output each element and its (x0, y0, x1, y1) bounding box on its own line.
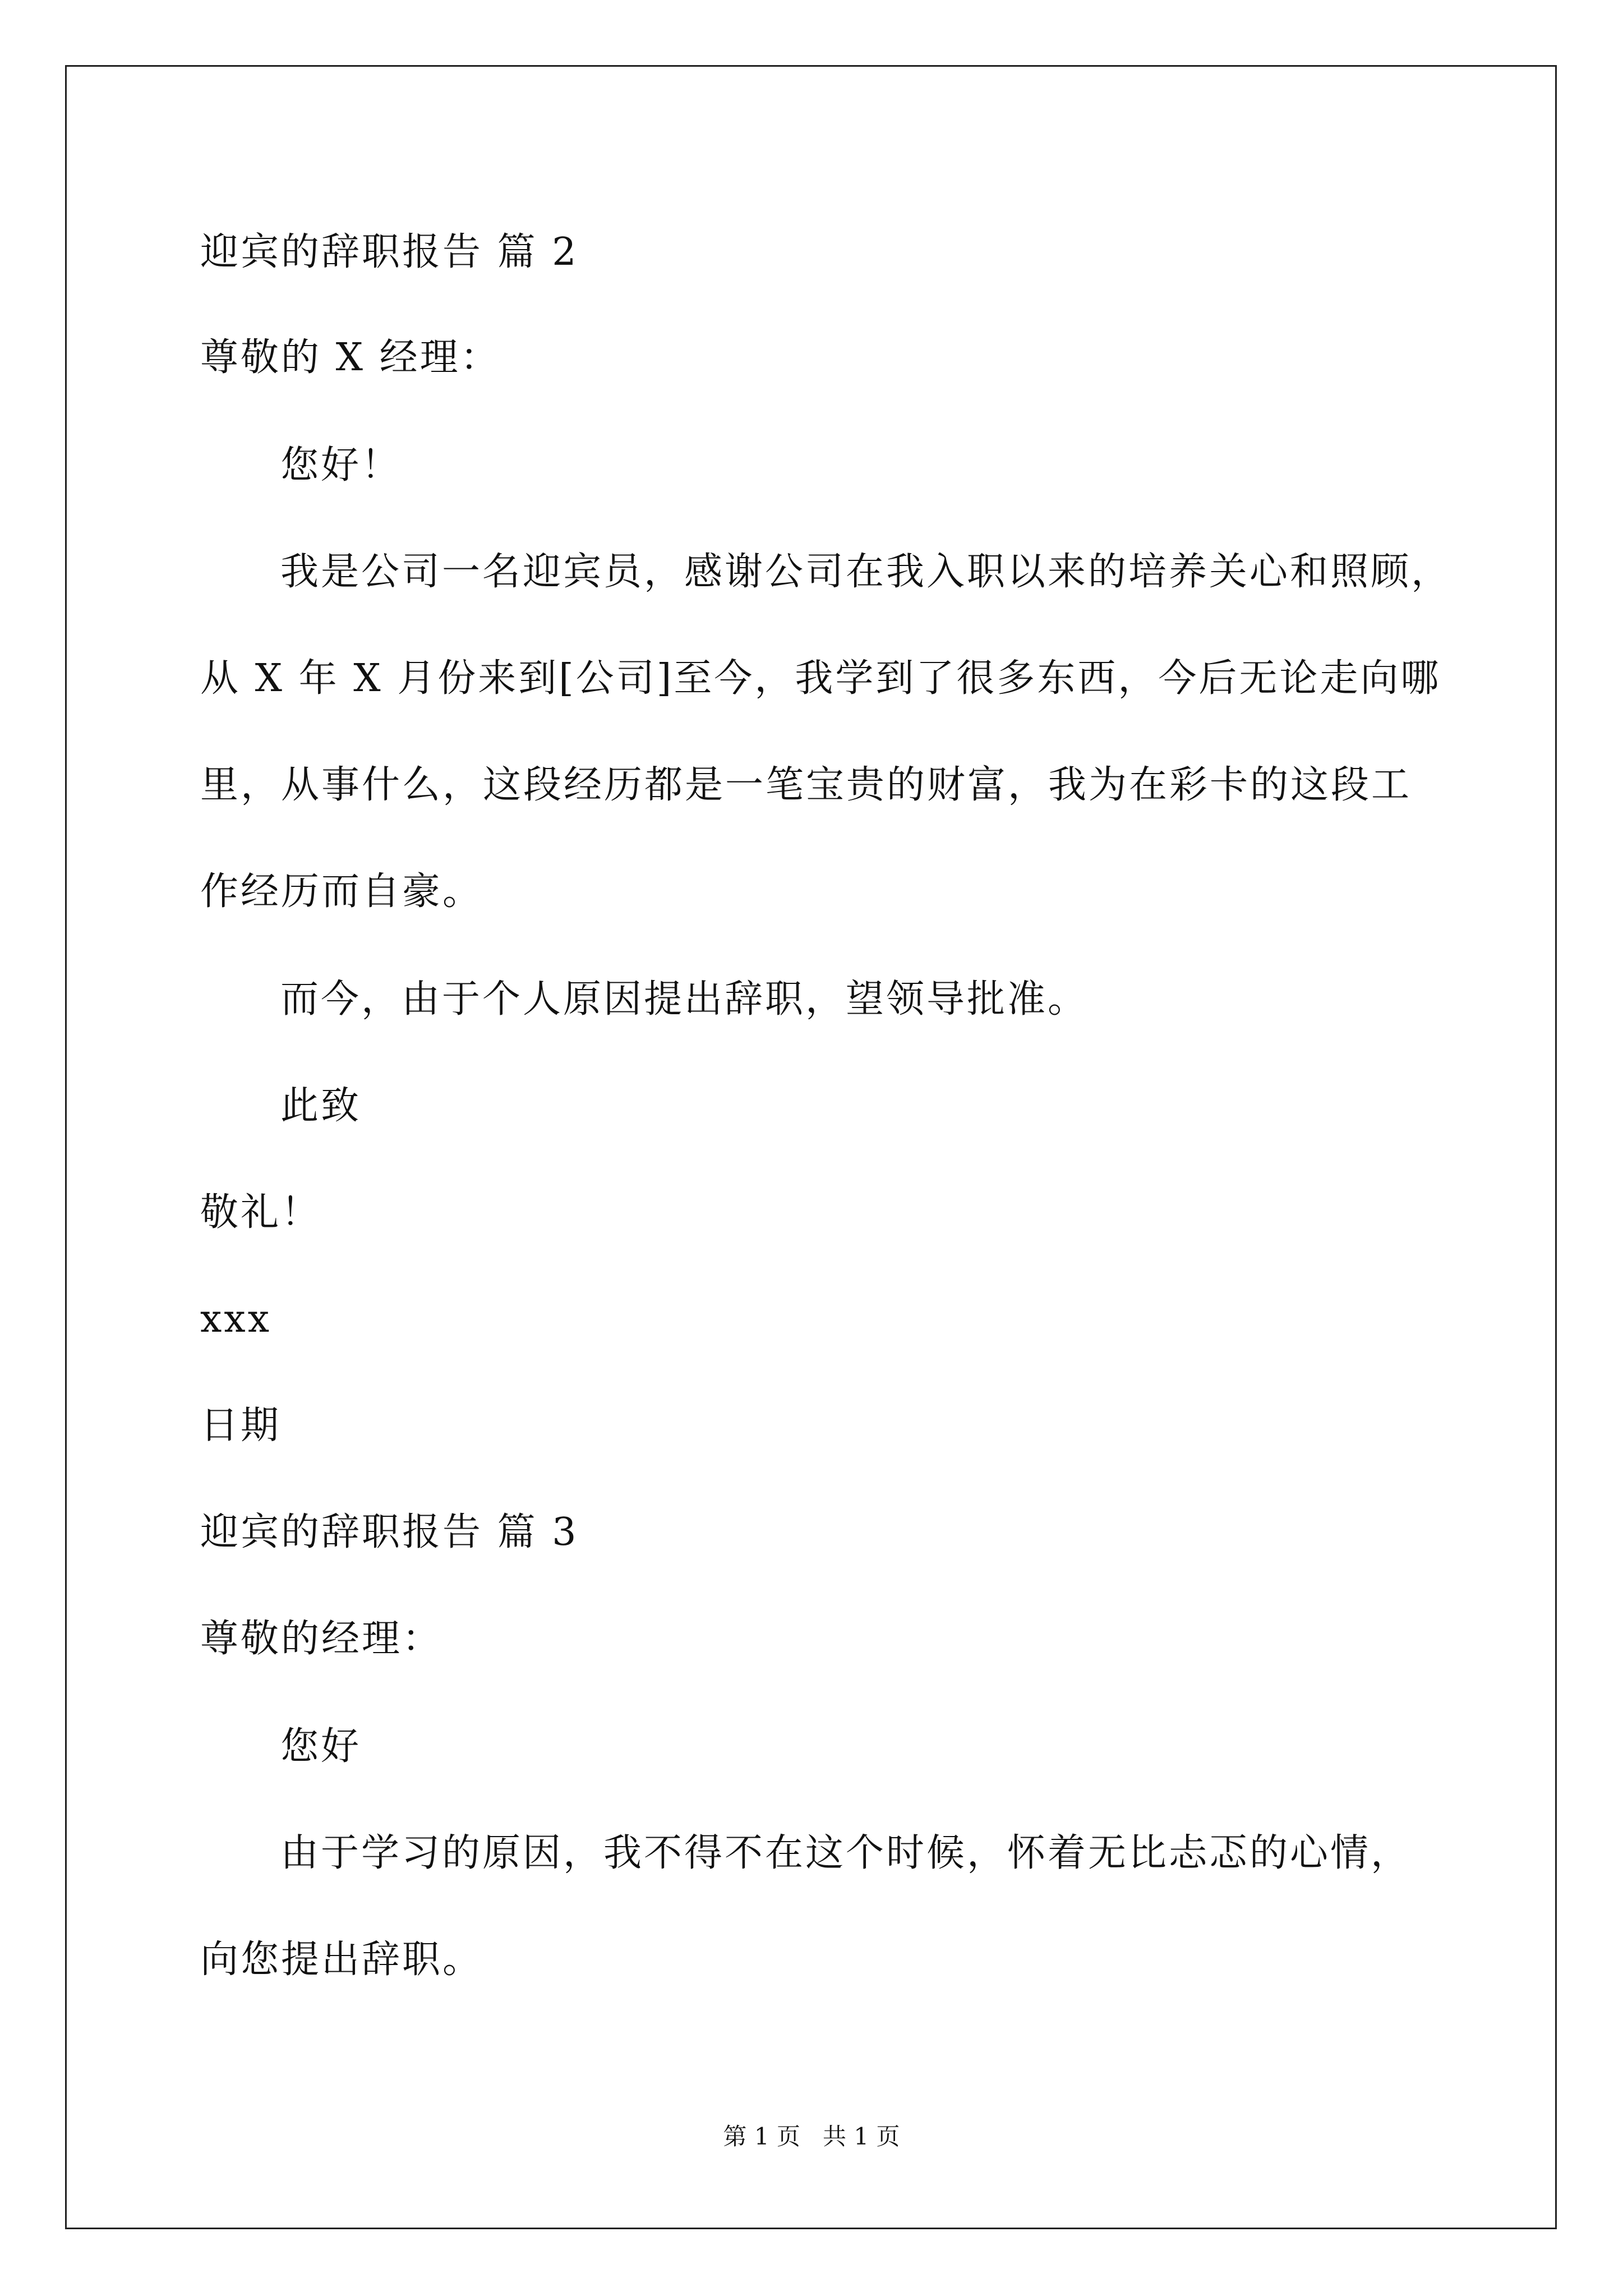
section-2-paragraph-line: 里，从事什么，这段经历都是一笔宝贵的财富，我为在彩卡的这段工 (200, 763, 1412, 807)
section-3-heading: 迎宾的辞职报告 篇 3 (200, 1510, 579, 1554)
section-2-closing: 此致 (280, 1084, 362, 1128)
section-3-paragraph-line: 向您提出辞职。 (200, 1938, 483, 1982)
section-2-paragraph-line: 作经历而自豪。 (200, 869, 483, 914)
section-2-resignation-statement: 而今，由于个人原因提出辞职，望领导批准。 (280, 977, 1089, 1022)
section-3-salutation: 尊敬的经理： (200, 1617, 443, 1661)
section-3-greeting: 您好 (280, 1724, 362, 1769)
page-number-footer: 第 1 页 共 1 页 (723, 2123, 900, 2150)
section-2-heading: 迎宾的辞职报告 篇 2 (200, 230, 579, 274)
section-2-salutation: 尊敬的 X 经理： (200, 335, 501, 380)
section-2-paragraph-line: 从 X 年 X 月份来到[公司]至今，我学到了很多东西，今后无论走向哪 (200, 656, 1441, 701)
page-border (65, 65, 1557, 2229)
section-2-paragraph-line: 我是公司一名迎宾员，感谢公司在我入职以来的培养关心和照顾， (280, 550, 1452, 594)
section-3-paragraph-line: 由于学习的原因，我不得不在这个时候，怀着无比忐忑的心情， (280, 1831, 1412, 1875)
section-2-regards: 敬礼！ (200, 1190, 322, 1235)
section-2-greeting: 您好！ (280, 443, 402, 487)
section-2-date: 日期 (200, 1404, 282, 1448)
section-2-signature: xxx (200, 1297, 272, 1341)
